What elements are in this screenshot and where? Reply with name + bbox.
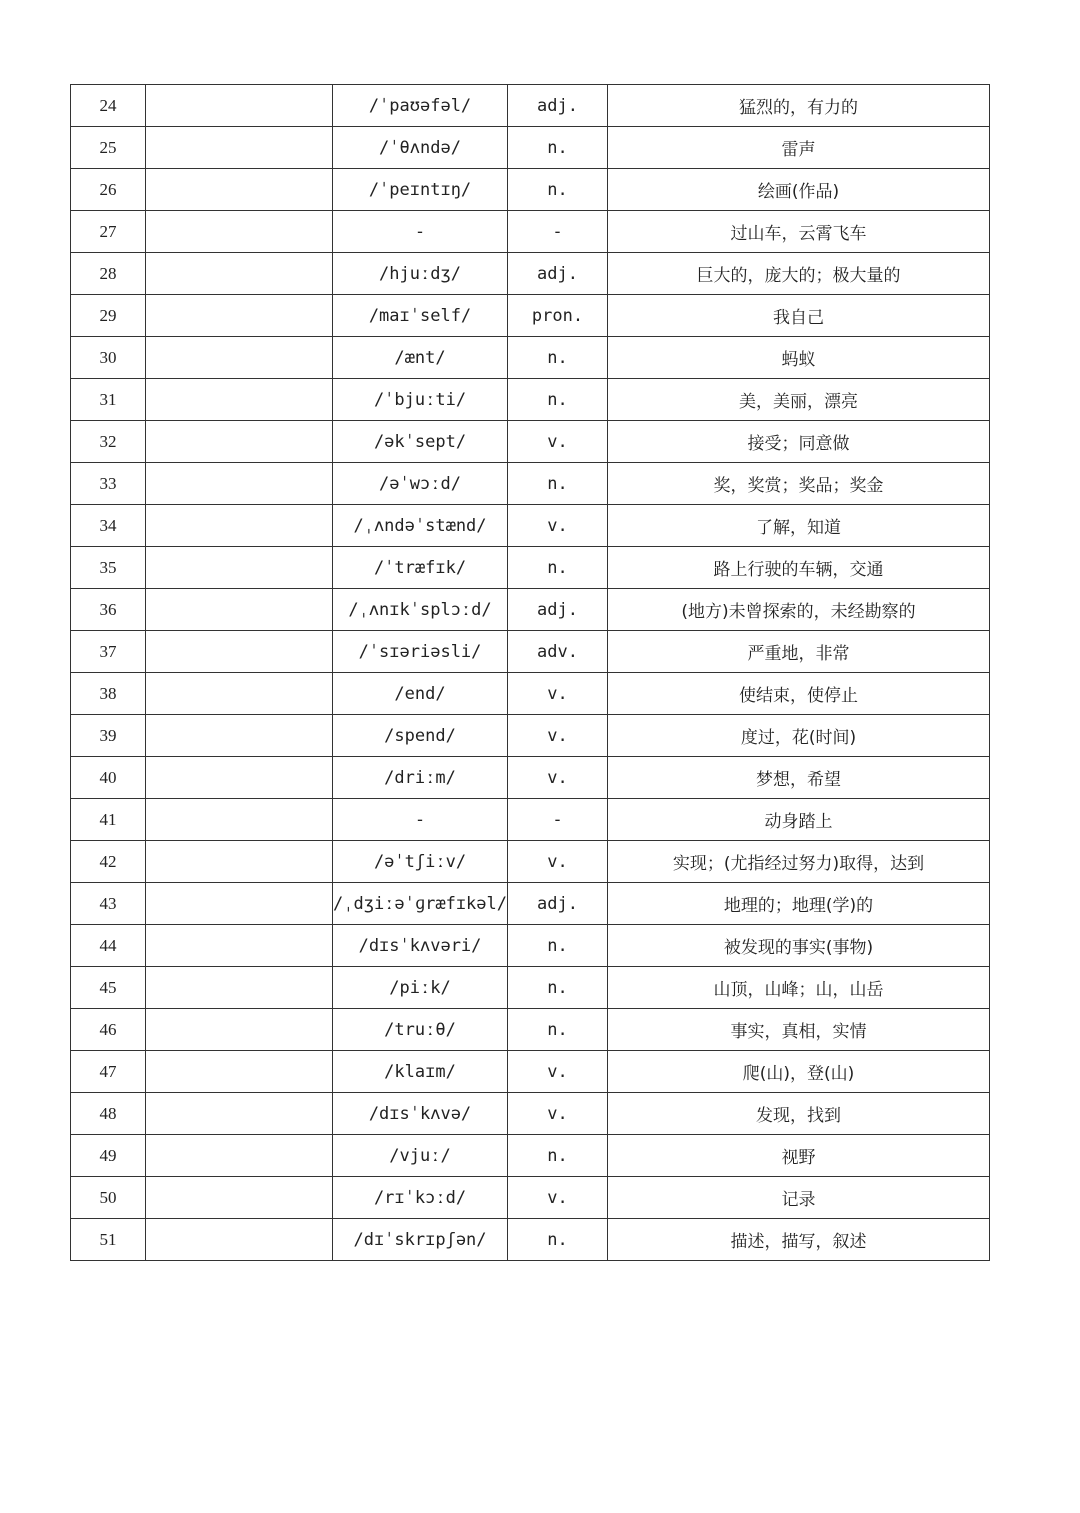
word-cell: [146, 1177, 333, 1219]
table-row: [71, 1009, 990, 1051]
meaning-cell: 梦想，希望: [608, 757, 990, 799]
part-of-speech-cell: n.: [508, 967, 608, 1009]
row-number: 24: [71, 85, 146, 127]
part-of-speech-cell: n.: [508, 127, 608, 169]
table-row: [71, 631, 990, 673]
meaning-cell: 严重地，非常: [608, 631, 990, 673]
meaning-cell: 动身踏上: [608, 799, 990, 841]
table-row: [71, 295, 990, 337]
table-row: [71, 547, 990, 589]
phonetic-cell: -: [333, 211, 508, 253]
phonetic-cell: /ˈbjuːti/: [333, 379, 508, 421]
table-row: [71, 799, 990, 841]
table-row: [71, 1177, 990, 1219]
part-of-speech-cell: adj.: [508, 85, 608, 127]
part-of-speech-cell: n.: [508, 1135, 608, 1177]
word-cell: [146, 1093, 333, 1135]
meaning-cell: 路上行驶的车辆，交通: [608, 547, 990, 589]
part-of-speech-cell: n.: [508, 169, 608, 211]
row-number: 43: [71, 883, 146, 925]
word-cell: [146, 295, 333, 337]
phonetic-cell: /ˈpeɪntɪŋ/: [333, 169, 508, 211]
meaning-cell: 视野: [608, 1135, 990, 1177]
table-row: [71, 1135, 990, 1177]
part-of-speech-cell: adv.: [508, 631, 608, 673]
word-cell: [146, 127, 333, 169]
row-number: 28: [71, 253, 146, 295]
table-row: [71, 379, 990, 421]
phonetic-cell: /əˈwɔːd/: [333, 463, 508, 505]
row-number: 31: [71, 379, 146, 421]
row-number: 37: [71, 631, 146, 673]
meaning-cell: 被发现的事实(事物): [608, 925, 990, 967]
phonetic-cell: /ˈθʌndə/: [333, 127, 508, 169]
part-of-speech-cell: v.: [508, 1177, 608, 1219]
part-of-speech-cell: -: [508, 211, 608, 253]
row-number: 51: [71, 1219, 146, 1261]
meaning-cell: 接受；同意做: [608, 421, 990, 463]
meaning-cell: 猛烈的，有力的: [608, 85, 990, 127]
meaning-cell: 记录: [608, 1177, 990, 1219]
row-number: 41: [71, 799, 146, 841]
phonetic-cell: /hjuːdʒ/: [333, 253, 508, 295]
word-cell: [146, 169, 333, 211]
table-row: [71, 463, 990, 505]
word-cell: [146, 589, 333, 631]
table-row: [71, 169, 990, 211]
part-of-speech-cell: v.: [508, 715, 608, 757]
table-row: [71, 1219, 990, 1261]
row-number: 26: [71, 169, 146, 211]
phonetic-cell: /ˌdʒiːəˈɡræfɪkəl/: [333, 883, 508, 925]
meaning-cell: 实现；(尤指经过努力)取得，达到: [608, 841, 990, 883]
table-row: [71, 211, 990, 253]
meaning-cell: 我自己: [608, 295, 990, 337]
part-of-speech-cell: n.: [508, 547, 608, 589]
row-number: 39: [71, 715, 146, 757]
word-cell: [146, 253, 333, 295]
table-row: [71, 337, 990, 379]
meaning-cell: (地方)未曾探索的，未经勘察的: [608, 589, 990, 631]
part-of-speech-cell: v.: [508, 841, 608, 883]
phonetic-cell: /dɪˈskrɪpʃən/: [333, 1219, 508, 1261]
phonetic-cell: /end/: [333, 673, 508, 715]
part-of-speech-cell: adj.: [508, 883, 608, 925]
word-cell: [146, 925, 333, 967]
vocabulary-table-body: [71, 85, 990, 1261]
phonetic-cell: /əˈtʃiːv/: [333, 841, 508, 883]
word-cell: [146, 715, 333, 757]
row-number: 27: [71, 211, 146, 253]
table-row: [71, 925, 990, 967]
word-cell: [146, 757, 333, 799]
meaning-cell: 巨大的，庞大的；极大量的: [608, 253, 990, 295]
part-of-speech-cell: v.: [508, 757, 608, 799]
word-cell: [146, 505, 333, 547]
phonetic-cell: /ˈsɪəriəsli/: [333, 631, 508, 673]
phonetic-cell: /rɪˈkɔːd/: [333, 1177, 508, 1219]
meaning-cell: 发现，找到: [608, 1093, 990, 1135]
part-of-speech-cell: n.: [508, 463, 608, 505]
phonetic-cell: /vjuː/: [333, 1135, 508, 1177]
phonetic-cell: /maɪˈself/: [333, 295, 508, 337]
phonetic-cell: /ˈpaʊəfəl/: [333, 85, 508, 127]
row-number: 50: [71, 1177, 146, 1219]
row-number: 33: [71, 463, 146, 505]
meaning-cell: 使结束，使停止: [608, 673, 990, 715]
phonetic-cell: -: [333, 799, 508, 841]
meaning-cell: 山顶，山峰；山，山岳: [608, 967, 990, 1009]
part-of-speech-cell: n.: [508, 1009, 608, 1051]
word-cell: [146, 1009, 333, 1051]
table-row: [71, 1093, 990, 1135]
word-cell: [146, 547, 333, 589]
meaning-cell: 度过，花(时间): [608, 715, 990, 757]
phonetic-cell: /spend/: [333, 715, 508, 757]
meaning-cell: 爬(山)，登(山): [608, 1051, 990, 1093]
part-of-speech-cell: v.: [508, 1051, 608, 1093]
word-cell: [146, 799, 333, 841]
part-of-speech-cell: -: [508, 799, 608, 841]
table-row: [71, 127, 990, 169]
word-cell: [146, 883, 333, 925]
meaning-cell: 蚂蚁: [608, 337, 990, 379]
table-row: [71, 967, 990, 1009]
part-of-speech-cell: pron.: [508, 295, 608, 337]
word-cell: [146, 841, 333, 883]
phonetic-cell: /driːm/: [333, 757, 508, 799]
table-row: [71, 757, 990, 799]
word-cell: [146, 211, 333, 253]
table-row: [71, 421, 990, 463]
part-of-speech-cell: v.: [508, 505, 608, 547]
part-of-speech-cell: n.: [508, 337, 608, 379]
meaning-cell: 美，美丽，漂亮: [608, 379, 990, 421]
part-of-speech-cell: adj.: [508, 589, 608, 631]
part-of-speech-cell: n.: [508, 379, 608, 421]
word-cell: [146, 673, 333, 715]
word-cell: [146, 1135, 333, 1177]
phonetic-cell: /klaɪm/: [333, 1051, 508, 1093]
word-cell: [146, 463, 333, 505]
row-number: 32: [71, 421, 146, 463]
row-number: 30: [71, 337, 146, 379]
phonetic-cell: /piːk/: [333, 967, 508, 1009]
row-number: 36: [71, 589, 146, 631]
meaning-cell: 事实，真相，实情: [608, 1009, 990, 1051]
table-row: [71, 253, 990, 295]
part-of-speech-cell: n.: [508, 925, 608, 967]
part-of-speech-cell: adj.: [508, 253, 608, 295]
meaning-cell: 奖，奖赏；奖品；奖金: [608, 463, 990, 505]
row-number: 46: [71, 1009, 146, 1051]
phonetic-cell: /ˈtræfɪk/: [333, 547, 508, 589]
part-of-speech-cell: v.: [508, 421, 608, 463]
row-number: 29: [71, 295, 146, 337]
row-number: 25: [71, 127, 146, 169]
word-cell: [146, 85, 333, 127]
phonetic-cell: /ˌʌnɪkˈsplɔːd/: [333, 589, 508, 631]
word-cell: [146, 1051, 333, 1093]
vocabulary-table: [70, 84, 990, 1261]
meaning-cell: 地理的；地理(学)的: [608, 883, 990, 925]
table-row: [71, 883, 990, 925]
meaning-cell: 描述，描写，叙述: [608, 1219, 990, 1261]
phonetic-cell: /dɪsˈkʌvəri/: [333, 925, 508, 967]
row-number: 45: [71, 967, 146, 1009]
word-cell: [146, 379, 333, 421]
row-number: 49: [71, 1135, 146, 1177]
part-of-speech-cell: v.: [508, 1093, 608, 1135]
word-cell: [146, 1219, 333, 1261]
row-number: 40: [71, 757, 146, 799]
row-number: 34: [71, 505, 146, 547]
part-of-speech-cell: n.: [508, 1219, 608, 1261]
row-number: 47: [71, 1051, 146, 1093]
word-cell: [146, 337, 333, 379]
word-cell: [146, 967, 333, 1009]
phonetic-cell: /truːθ/: [333, 1009, 508, 1051]
meaning-cell: 了解，知道: [608, 505, 990, 547]
table-row: [71, 715, 990, 757]
table-row: [71, 589, 990, 631]
table-row: [71, 505, 990, 547]
row-number: 42: [71, 841, 146, 883]
row-number: 38: [71, 673, 146, 715]
table-row: [71, 841, 990, 883]
table-row: [71, 85, 990, 127]
phonetic-cell: /əkˈsept/: [333, 421, 508, 463]
word-cell: [146, 421, 333, 463]
part-of-speech-cell: v.: [508, 673, 608, 715]
phonetic-cell: /ænt/: [333, 337, 508, 379]
row-number: 48: [71, 1093, 146, 1135]
meaning-cell: 绘画(作品): [608, 169, 990, 211]
phonetic-cell: /ˌʌndəˈstænd/: [333, 505, 508, 547]
meaning-cell: 雷声: [608, 127, 990, 169]
phonetic-cell: /dɪsˈkʌvə/: [333, 1093, 508, 1135]
row-number: 35: [71, 547, 146, 589]
word-cell: [146, 631, 333, 673]
row-number: 44: [71, 925, 146, 967]
table-row: [71, 673, 990, 715]
meaning-cell: 过山车，云霄飞车: [608, 211, 990, 253]
table-row: [71, 1051, 990, 1093]
